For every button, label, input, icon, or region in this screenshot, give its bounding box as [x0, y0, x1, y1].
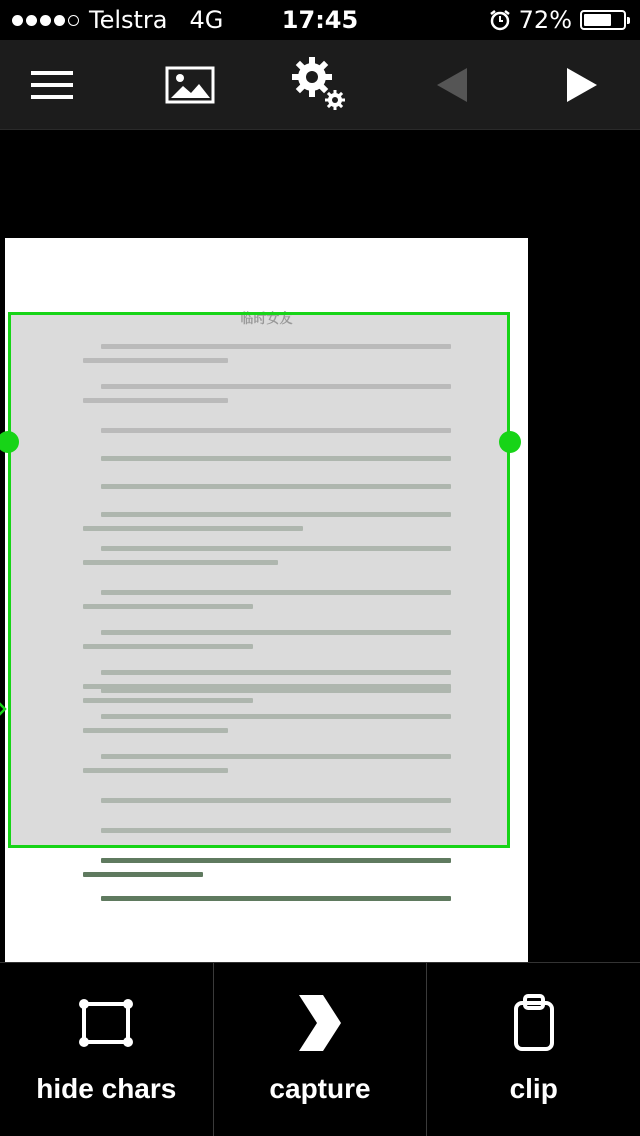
text-line	[101, 896, 451, 901]
bottom-bar	[0, 962, 640, 1136]
previous-button[interactable]	[420, 40, 484, 130]
carrier-name: Telstra	[89, 6, 168, 34]
battery-percent: 72%	[518, 6, 572, 34]
chevron-right-icon	[295, 991, 345, 1055]
previous-icon	[435, 66, 469, 104]
network-type: 4G	[189, 6, 224, 34]
crop-frame-icon	[78, 998, 134, 1048]
next-button[interactable]	[550, 40, 614, 130]
crop-handle-top-right[interactable]	[499, 431, 521, 453]
capture-label: capture	[269, 1073, 371, 1104]
battery-icon	[580, 10, 626, 30]
hide-chars-button[interactable]	[0, 963, 213, 1136]
chevron-right-icon	[0, 702, 8, 716]
text-line	[83, 872, 203, 877]
menu-button[interactable]	[20, 40, 84, 130]
settings-icon	[290, 55, 350, 115]
battery-fill	[584, 14, 611, 26]
hide-chars-label: hide chars	[36, 1073, 177, 1104]
menu-icon	[31, 70, 73, 100]
settings-button[interactable]	[288, 40, 352, 130]
status-bar	[0, 0, 640, 40]
crop-selection[interactable]	[8, 312, 510, 848]
image-icon	[165, 66, 215, 104]
status-right	[489, 6, 626, 34]
next-icon	[565, 66, 599, 104]
status-time: 17:45	[281, 6, 359, 34]
toolbar	[0, 40, 640, 130]
alarm-icon	[489, 9, 511, 31]
capture-button[interactable]	[213, 963, 427, 1136]
clip-button[interactable]	[426, 963, 640, 1136]
text-line	[101, 858, 451, 863]
clipboard-icon	[512, 993, 556, 1053]
clip-label: clip	[509, 1073, 558, 1104]
image-button[interactable]	[158, 40, 222, 130]
